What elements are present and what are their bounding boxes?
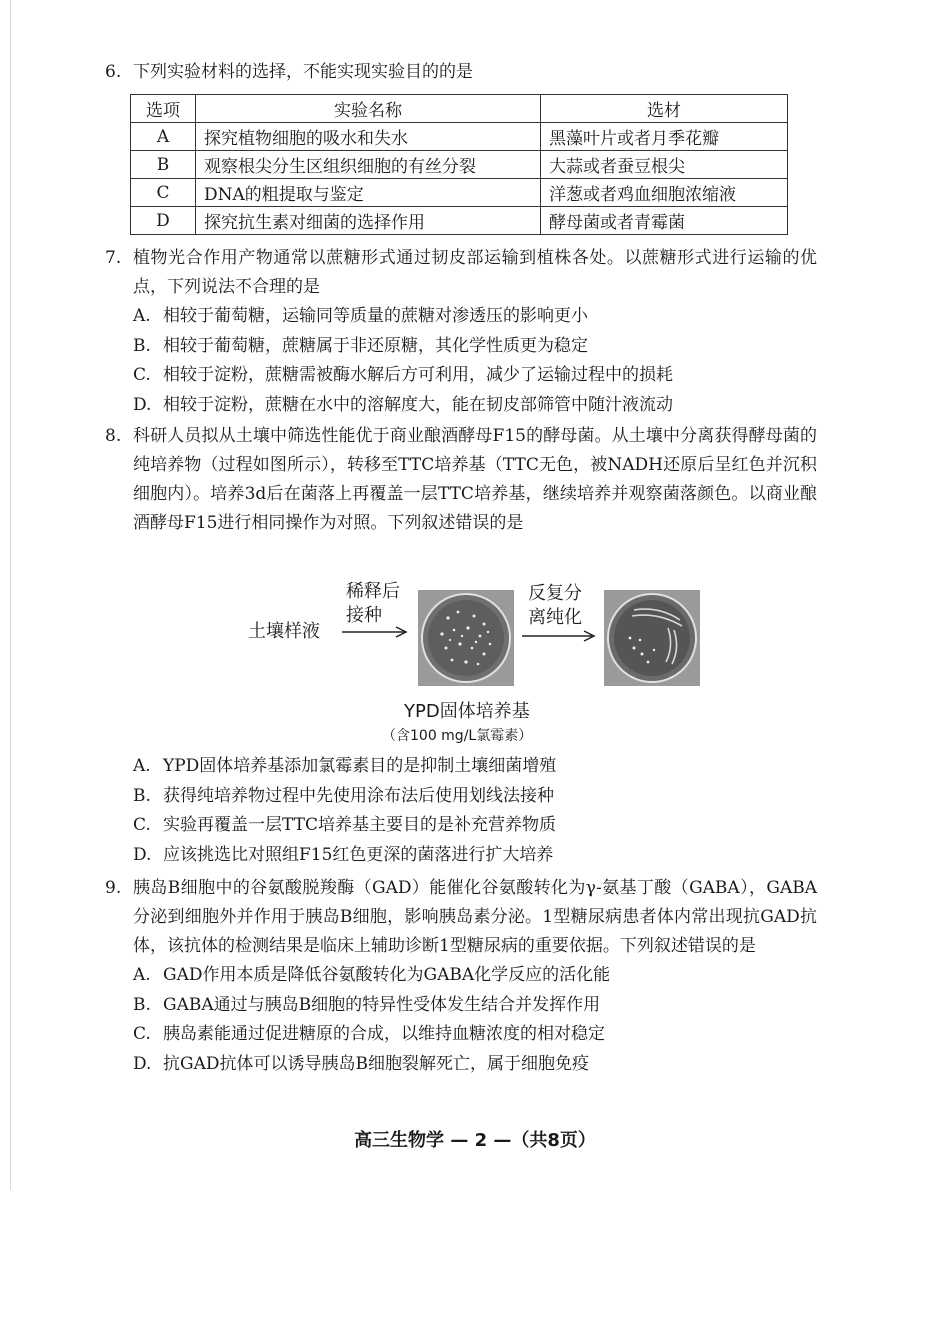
option-d <box>133 1050 817 1080</box>
arrow1-label-line2: 接种 <box>346 605 382 626</box>
question-number: 6. <box>105 62 122 82</box>
question-number: 9. <box>105 878 122 898</box>
question-8 <box>105 422 817 538</box>
arrow1-label-line1: 稀释后 <box>346 581 400 602</box>
option-label: A. <box>133 756 151 776</box>
table-cell: 洋葱或者鸡血细胞浓缩液 <box>541 179 788 207</box>
option-text: 相较于葡萄糖，运输同等质量的蔗糖对渗透压的影响更小 <box>163 306 588 326</box>
table-cell: C <box>131 179 196 207</box>
table-row <box>131 207 788 235</box>
table-cell: 探究抗生素对细菌的选择作用 <box>196 207 541 235</box>
question-stem: 植物光合作用产物通常以蔗糖形式通过韧皮部运输到植株各处。以蔗糖形式进行运输的优点，下列说法不合理的是 <box>133 248 817 297</box>
table-row <box>131 179 788 207</box>
option-c <box>133 1020 817 1050</box>
option-label: A. <box>133 306 151 326</box>
table-row <box>131 123 788 151</box>
option-text: YPD固体培养基添加氯霉素目的是抑制土壤细菌增殖 <box>163 756 557 776</box>
question-7 <box>105 244 817 420</box>
question-stem: 胰岛B细胞中的谷氨酸脱羧酶（GAD）能催化谷氨酸转化为γ-氨基丁酸（GABA），GABA分泌到细胞外并作用于胰岛B细胞，影响胰岛素分泌。1型糖尿病患者体内常出现抗GAD抗体，该抗体的检测结果是临床上辅助诊断1型糖尿病的重要依据。下列叙述错误的是 <box>133 878 817 956</box>
table-header: 选材 <box>541 95 788 123</box>
table-header-row <box>131 95 788 123</box>
petri-dish-streak-plate <box>604 590 700 686</box>
medium-note: （含100 mg/L氯霉素） <box>382 728 533 744</box>
option-a <box>133 961 817 991</box>
option-label: C. <box>133 1024 151 1044</box>
arrow-right-icon <box>340 620 410 640</box>
question-number: 8. <box>105 426 122 446</box>
table-cell: 观察根尖分生区组织细胞的有丝分裂 <box>196 151 541 179</box>
table-cell: 酵母菌或者青霉菌 <box>541 207 788 235</box>
option-text: 相较于淀粉，蔗糖在水中的溶解度大，能在韧皮部筛管中随汁液流动 <box>163 394 673 415</box>
table-cell: 黑藻叶片或者月季花瓣 <box>541 123 788 151</box>
table-cell: 探究植物细胞的吸水和失水 <box>196 123 541 151</box>
table-header: 实验名称 <box>196 95 541 123</box>
arrow2-label-line1: 反复分 <box>528 583 582 604</box>
option-text: 胰岛素能通过促进糖原的合成，以维持血糖浓度的相对稳定 <box>163 1024 605 1044</box>
table-cell: D <box>131 207 196 235</box>
option-label: B. <box>133 335 151 356</box>
question-number: 7. <box>105 248 122 268</box>
option-text: 获得纯培养物过程中先使用涂布法后使用划线法接种 <box>163 785 554 806</box>
table-header: 选项 <box>131 95 196 123</box>
option-b <box>133 332 817 362</box>
option-label: D. <box>133 844 152 865</box>
option-label: B. <box>133 785 151 806</box>
question-8-options <box>105 752 817 870</box>
option-text: GAD作用本质是降低谷氨酸转化为GABA化学反应的活化能 <box>163 965 611 985</box>
option-text: 相较于淀粉，蔗糖需被酶水解后方可利用，减少了运输过程中的损耗 <box>163 365 673 385</box>
isolation-figure <box>230 580 730 750</box>
soil-sample-label: 土壤样液 <box>248 621 320 642</box>
option-a <box>133 752 817 782</box>
arrow2-label-line2: 离纯化 <box>528 607 582 628</box>
option-label: D. <box>133 1053 152 1074</box>
option-c <box>133 361 817 391</box>
option-label: C. <box>133 815 151 835</box>
option-text: 相较于葡萄糖，蔗糖属于非还原糖，其化学性质更为稳定 <box>163 335 588 356</box>
question-stem: 科研人员拟从土壤中筛选性能优于商业酿酒酵母F15的酵母菌。从土壤中分离获得酵母菌的纯培养物（过程如图所示），转移至TTC培养基（TTC无色，被NADH还原后呈红色并沉积细胞内）。培养3d后在菌落上再覆盖一层TTC培养基，继续培养并观察菌落颜色。以商业酿酒酵母F15进行相同操作为对照。下列叙述错误的是 <box>133 426 817 533</box>
petri-dish-spread-plate <box>418 590 514 686</box>
option-label: D. <box>133 394 152 415</box>
option-text: 应该挑选比对照组F15红色更深的菌落进行扩大培养 <box>163 844 554 865</box>
option-text: 抗GAD抗体可以诱导胰岛B细胞裂解死亡，属于细胞免疫 <box>163 1053 589 1074</box>
option-b <box>133 991 817 1021</box>
question-6 <box>105 58 817 87</box>
question-stem: 下列实验材料的选择，不能实现实验目的的是 <box>133 62 473 82</box>
table-cell: B <box>131 151 196 179</box>
page-edge-line <box>10 0 11 1190</box>
option-d <box>133 391 817 421</box>
question-9 <box>105 874 817 1079</box>
option-a <box>133 302 817 332</box>
option-text: 实验再覆盖一层TTC培养基主要目的是补充营养物质 <box>163 815 556 835</box>
option-b <box>133 782 817 812</box>
page-footer: 高三生物学 — 2 —（共8页） <box>354 1130 596 1151</box>
table-row <box>131 151 788 179</box>
option-label: C. <box>133 365 151 385</box>
table-cell: 大蒜或者蚕豆根尖 <box>541 151 788 179</box>
option-label: B. <box>133 994 151 1015</box>
medium-label: YPD固体培养基 <box>404 701 530 722</box>
option-c <box>133 811 817 841</box>
option-text: GABA通过与胰岛B细胞的特异性受体发生结合并发挥作用 <box>163 994 601 1015</box>
table-cell: DNA的粗提取与鉴定 <box>196 179 541 207</box>
arrow-right-icon <box>520 624 598 644</box>
option-label: A. <box>133 965 151 985</box>
experiment-table <box>130 94 788 235</box>
table-cell: A <box>131 123 196 151</box>
option-d <box>133 841 817 871</box>
